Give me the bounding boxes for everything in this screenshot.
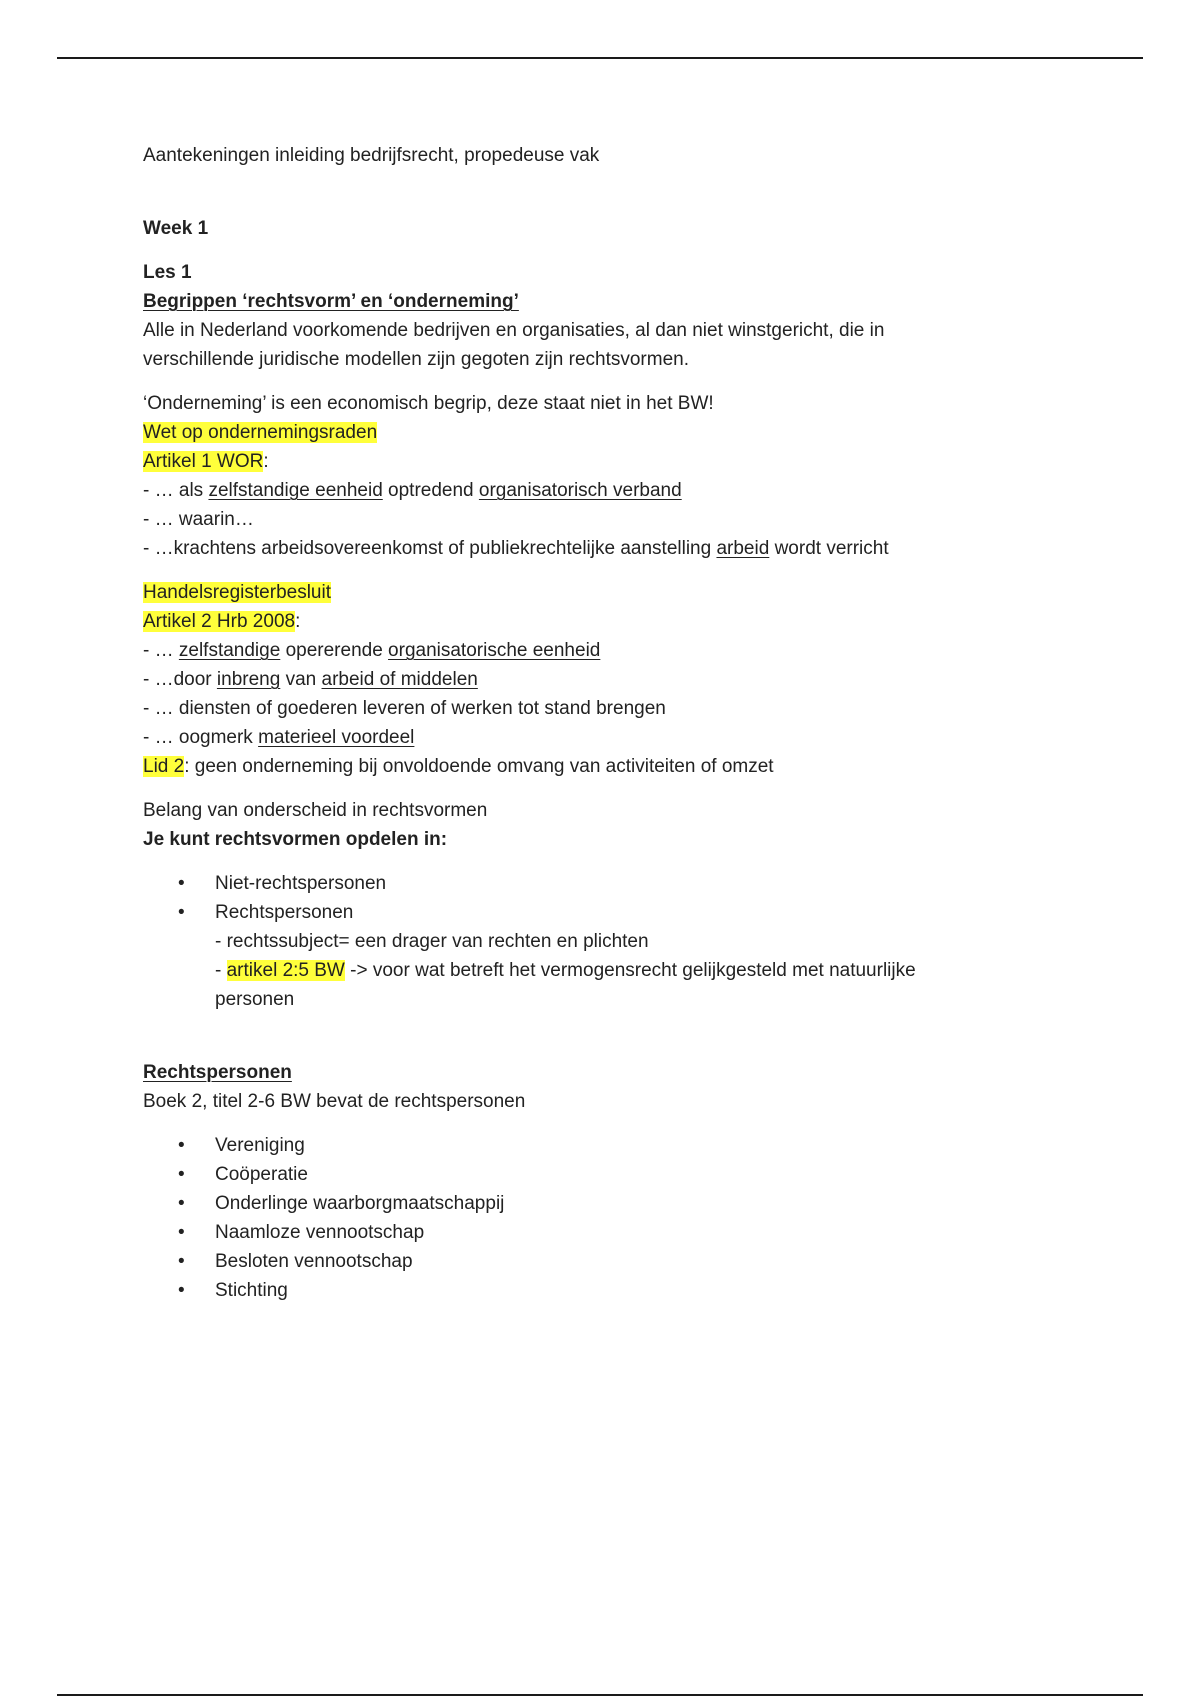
text-run: -> voor wat betreft het vermogensrecht gelijkgesteld met natuurlijke bbox=[344, 960, 916, 981]
paragraph-line: Alle in Nederland voorkomende bedrijven en organisaties, al dan niet winstgericht, die in bbox=[143, 320, 885, 341]
rechtspersonen-intro: Boek 2, titel 2-6 BW bevat de rechtspersonen bbox=[143, 1091, 526, 1112]
text-run: : geen onderneming bij onvoldoende omvang van activiteiten of omzet bbox=[184, 756, 774, 777]
document-title: Aantekeningen inleiding bedrijfsrecht, propedeuse vak bbox=[143, 145, 600, 166]
hrb-line bbox=[143, 723, 1023, 752]
list-item: • Stichting bbox=[143, 1276, 1023, 1305]
text-run: - … bbox=[143, 640, 179, 661]
document-page bbox=[143, 141, 1023, 1305]
list-item: • Vereniging bbox=[143, 1131, 1023, 1160]
footer-rule bbox=[57, 1694, 1143, 1696]
lesson-heading: Les 1 bbox=[143, 262, 192, 283]
text-run: - … als bbox=[143, 480, 209, 501]
hrb-article-highlight: Artikel 2 Hrb 2008 bbox=[143, 611, 296, 632]
hrb-line: - … diensten of goederen leveren of werken tot stand brengen bbox=[143, 698, 666, 719]
week-heading: Week 1 bbox=[143, 218, 209, 239]
belang-line: Belang van onderscheid in rechtsvormen bbox=[143, 800, 488, 821]
underlined-term: zelfstandige bbox=[178, 640, 281, 661]
text-run: - …krachtens arbeidsovereenkomst of publiekrechtelijke aanstelling bbox=[143, 538, 717, 559]
text-run: van bbox=[280, 669, 322, 690]
hrb-article-colon: : bbox=[295, 611, 301, 632]
lid-highlight: Lid 2 bbox=[143, 756, 185, 777]
opdelen-heading: Je kunt rechtsvormen opdelen in: bbox=[143, 829, 448, 850]
wor-line: - … waarin… bbox=[143, 509, 254, 530]
paragraph-line: verschillende juridische modellen zijn gegoten zijn rechtsvormen. bbox=[143, 349, 689, 370]
list-item: • Niet-rechtspersonen bbox=[143, 869, 1023, 898]
header-rule bbox=[57, 57, 1143, 59]
list-item: • Onderlinge waarborgmaatschappij bbox=[143, 1189, 1023, 1218]
rechtspersonen-list bbox=[143, 1131, 1023, 1305]
text-run: - …door bbox=[143, 669, 217, 690]
text-run: opererende bbox=[280, 640, 389, 661]
underlined-term: inbreng bbox=[216, 669, 281, 690]
text-run: wordt verricht bbox=[769, 538, 889, 559]
underlined-term: arbeid of middelen bbox=[321, 669, 478, 690]
list-item: • Coöperatie bbox=[143, 1160, 1023, 1189]
list-item: • Rechtspersonen bbox=[143, 898, 1023, 927]
wor-line bbox=[143, 476, 1023, 505]
underlined-term: zelfstandige eenheid bbox=[208, 480, 383, 501]
text-run: - bbox=[215, 960, 227, 981]
onderneming-statement: ‘Onderneming’ is een economisch begrip, deze staat niet in het BW! bbox=[143, 393, 714, 414]
hrb-line bbox=[143, 636, 1023, 665]
hrb-line bbox=[143, 665, 1023, 694]
list-item: • Besloten vennootschap bbox=[143, 1247, 1023, 1276]
wor-line bbox=[143, 534, 1023, 563]
rechtspersonen-heading: Rechtspersonen bbox=[143, 1062, 292, 1083]
underlined-term: organisatorische eenheid bbox=[388, 640, 601, 661]
begrippen-heading: Begrippen ‘rechtsvorm’ en ‘onderneming’ bbox=[143, 291, 519, 312]
wor-law-highlight: Wet op ondernemingsraden bbox=[143, 422, 378, 443]
list-item: • Naamloze vennootschap bbox=[143, 1218, 1023, 1247]
hrb-lid-line bbox=[143, 752, 1023, 781]
sub-line: - rechtssubject= een drager van rechten en plichten bbox=[215, 931, 649, 952]
wor-article-highlight: Artikel 1 WOR bbox=[143, 451, 264, 472]
wor-article-colon: : bbox=[263, 451, 269, 472]
text-run: optredend bbox=[382, 480, 479, 501]
underlined-term: materieel voordeel bbox=[258, 727, 415, 748]
text-run: - … oogmerk bbox=[143, 727, 259, 748]
hrb-law-highlight: Handelsregisterbesluit bbox=[143, 582, 331, 603]
sub-line bbox=[143, 956, 1023, 985]
underlined-term: organisatorisch verband bbox=[478, 480, 682, 501]
rechtsvormen-list bbox=[143, 869, 1023, 927]
underlined-term: arbeid bbox=[716, 538, 770, 559]
sub-line: personen bbox=[215, 989, 295, 1010]
artikel-highlight: artikel 2:5 BW bbox=[226, 960, 345, 981]
